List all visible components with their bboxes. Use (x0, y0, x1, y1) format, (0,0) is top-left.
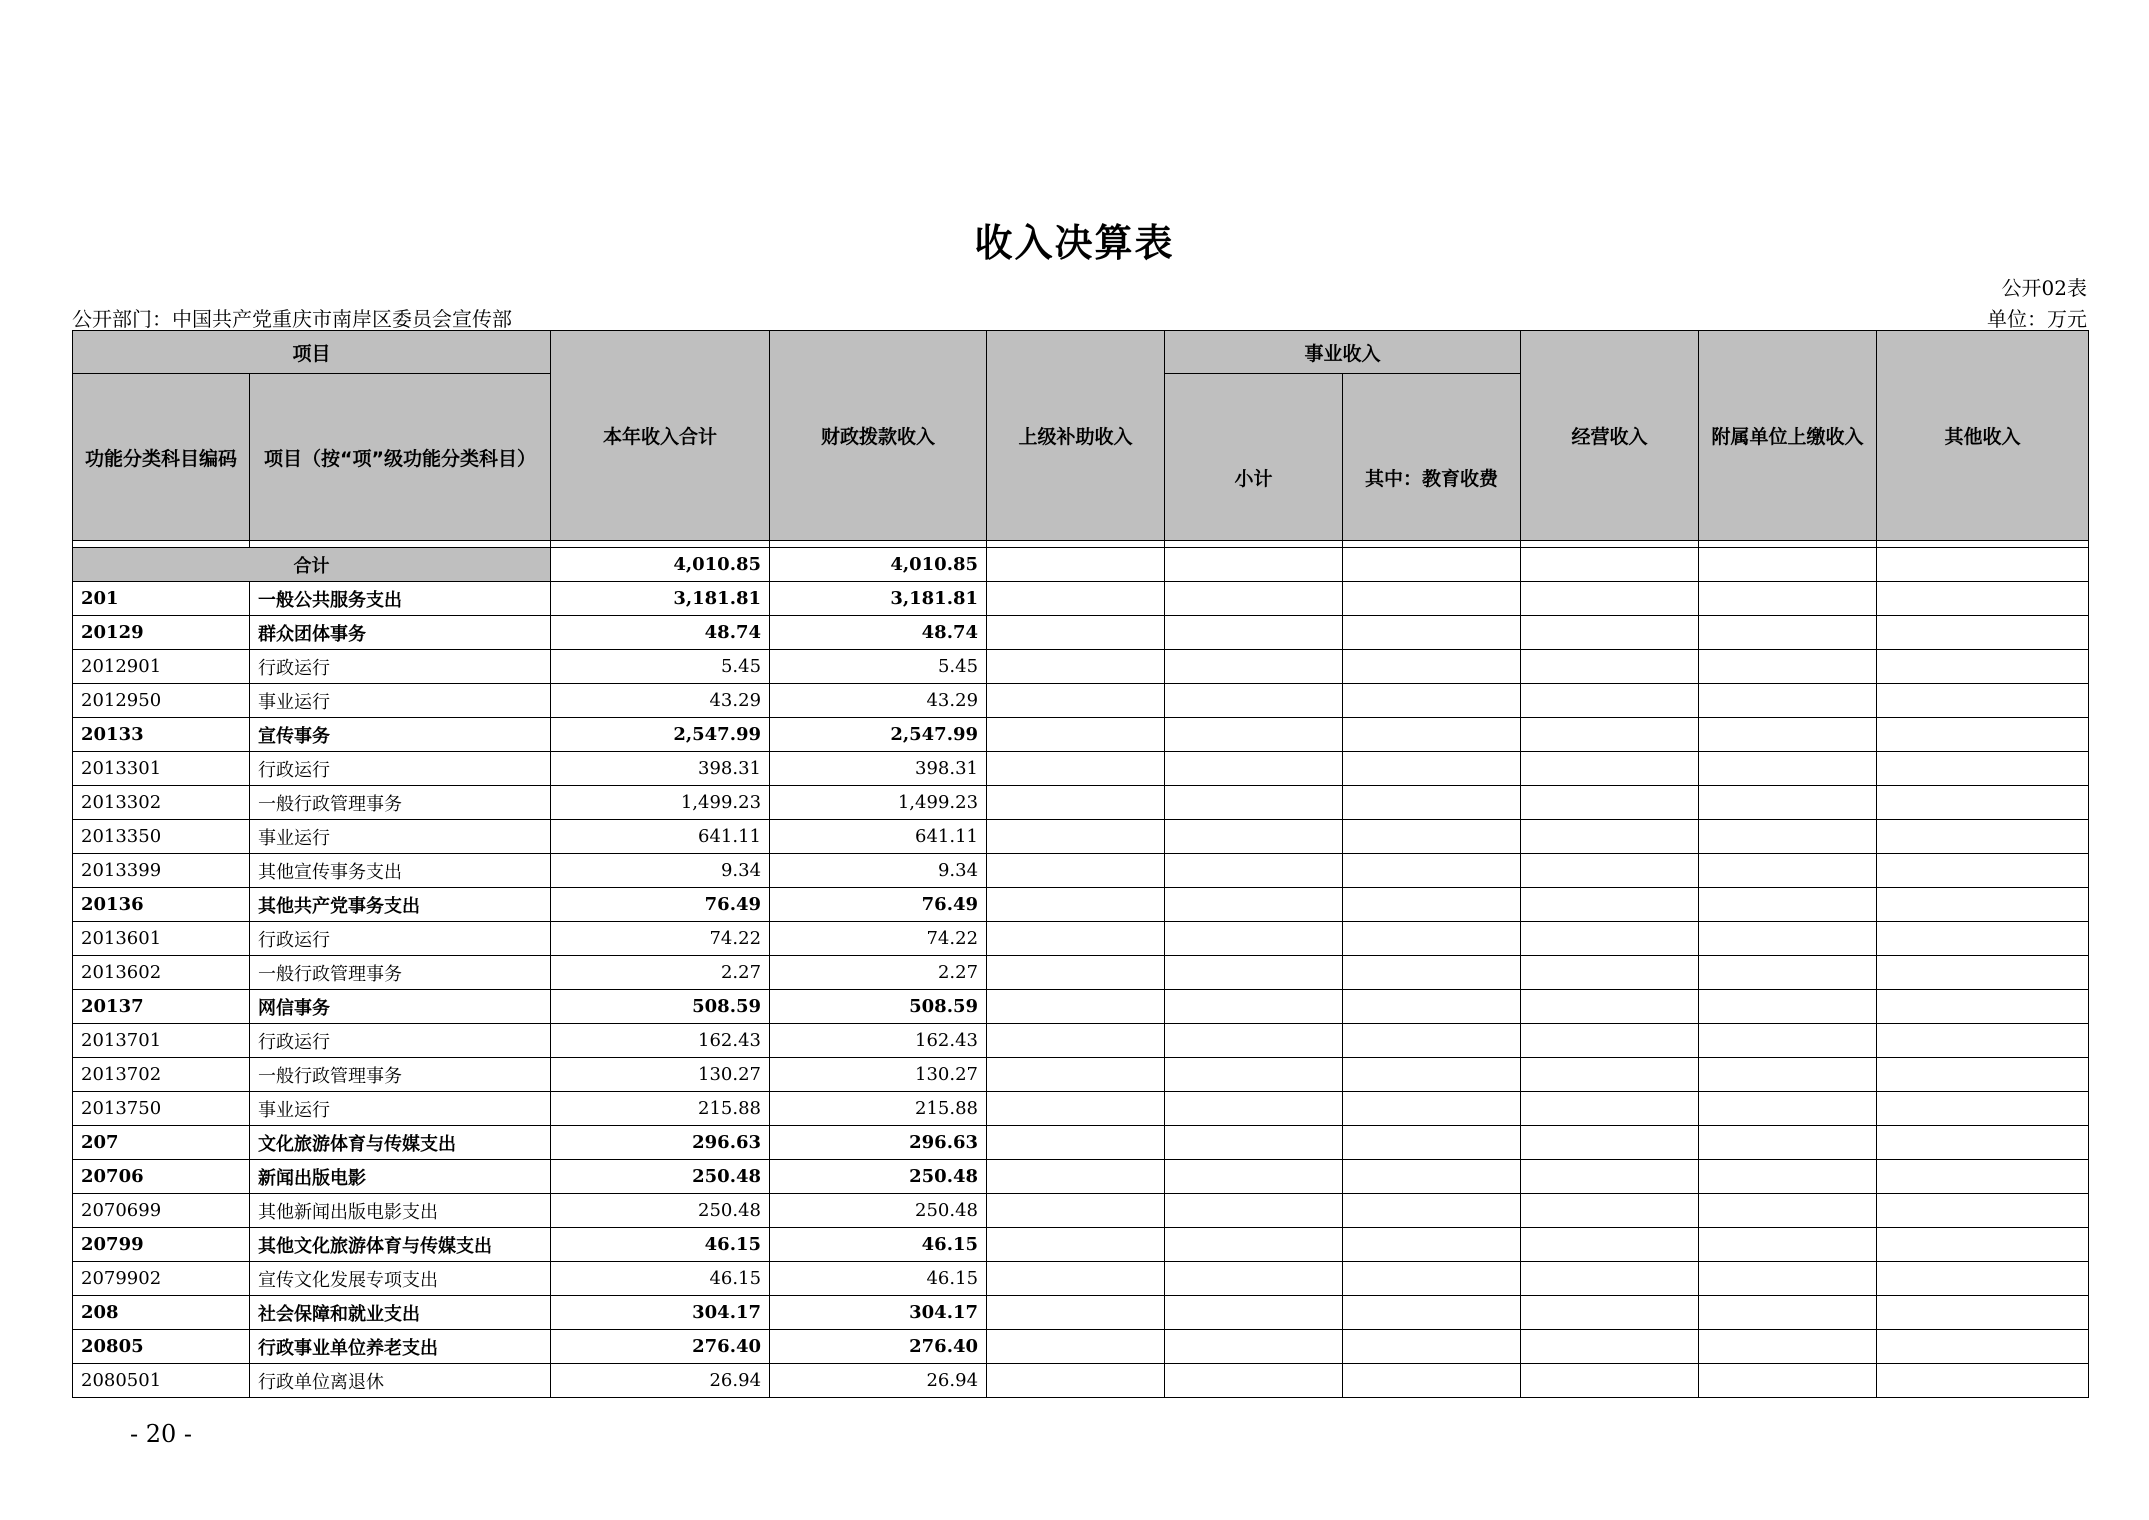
code-cell: 2013350 (73, 820, 250, 854)
empty-cell (1699, 1058, 1877, 1092)
spacer-row (73, 541, 2089, 548)
fiscal-cell: 46.15 (770, 1262, 987, 1296)
name-cell: 事业运行 (250, 1092, 551, 1126)
code-cell: 2013601 (73, 922, 250, 956)
empty-cell (1343, 820, 1521, 854)
empty-cell (1343, 684, 1521, 718)
name-cell: 一般行政管理事务 (250, 786, 551, 820)
total-income-cell: 48.74 (551, 616, 770, 650)
table-row (73, 1160, 2089, 1194)
header-fiscal: 财政拨款收入 (770, 331, 987, 541)
empty-cell (1165, 650, 1343, 684)
empty-cell (1877, 1126, 2089, 1160)
total-income-cell: 215.88 (551, 1092, 770, 1126)
table-row (73, 752, 2089, 786)
empty-cell (1165, 820, 1343, 854)
empty-cell (1343, 752, 1521, 786)
empty-cell (1343, 718, 1521, 752)
fiscal-cell: 250.48 (770, 1160, 987, 1194)
empty-cell (1877, 1024, 2089, 1058)
empty-cell (1877, 786, 2089, 820)
empty-cell (1699, 854, 1877, 888)
empty-cell (1165, 752, 1343, 786)
empty-cell (987, 1296, 1165, 1330)
empty-cell (1165, 1058, 1343, 1092)
empty-cell (1521, 1330, 1699, 1364)
table-row (73, 1296, 2089, 1330)
empty-cell (987, 718, 1165, 752)
page-number: - 20 - (130, 1420, 193, 1448)
total-income-cell: 1,499.23 (551, 786, 770, 820)
table-row (73, 650, 2089, 684)
empty-cell (1877, 922, 2089, 956)
empty-cell (1699, 1330, 1877, 1364)
empty-cell (1165, 1262, 1343, 1296)
total-income-cell: 46.15 (551, 1228, 770, 1262)
empty-cell (1699, 582, 1877, 616)
code-cell: 2013399 (73, 854, 250, 888)
name-cell: 行政单位离退休 (250, 1364, 551, 1398)
table-row (73, 1330, 2089, 1364)
empty-cell (1165, 582, 1343, 616)
empty-cell (1343, 1024, 1521, 1058)
fiscal-cell: 276.40 (770, 1330, 987, 1364)
table-row (73, 1024, 2089, 1058)
empty-cell (1699, 650, 1877, 684)
empty-cell (1521, 1262, 1699, 1296)
income-table (72, 330, 2089, 1398)
code-cell: 2013750 (73, 1092, 250, 1126)
code-cell: 20129 (73, 616, 250, 650)
table-row (73, 854, 2089, 888)
fiscal-cell: 3,181.81 (770, 582, 987, 616)
empty-cell (1165, 1024, 1343, 1058)
fiscal-cell: 9.34 (770, 854, 987, 888)
code-cell: 20137 (73, 990, 250, 1024)
fiscal-cell: 162.43 (770, 1024, 987, 1058)
empty-cell (1877, 1228, 2089, 1262)
empty-cell (1699, 1364, 1877, 1398)
code-cell: 2013602 (73, 956, 250, 990)
empty-cell (1699, 922, 1877, 956)
total-income-cell: 76.49 (551, 888, 770, 922)
empty-cell (1877, 718, 2089, 752)
empty-cell (1343, 956, 1521, 990)
name-cell: 行政运行 (250, 752, 551, 786)
code-cell: 207 (73, 1126, 250, 1160)
empty-cell (987, 752, 1165, 786)
total-income-cell: 276.40 (551, 1330, 770, 1364)
total-income-cell: 2.27 (551, 956, 770, 990)
empty-cell (1877, 582, 2089, 616)
code-cell: 2012901 (73, 650, 250, 684)
empty-cell (1877, 1092, 2089, 1126)
name-cell: 文化旅游体育与传媒支出 (250, 1126, 551, 1160)
name-cell: 宣传事务 (250, 718, 551, 752)
fiscal-cell: 2.27 (770, 956, 987, 990)
empty-cell (1699, 1262, 1877, 1296)
header-code: 功能分类科目编码 (73, 374, 250, 541)
header-operating: 经营收入 (1521, 331, 1699, 541)
code-cell: 20706 (73, 1160, 250, 1194)
name-cell: 一般公共服务支出 (250, 582, 551, 616)
empty-cell (1165, 684, 1343, 718)
empty-cell (1699, 820, 1877, 854)
empty-cell (1877, 956, 2089, 990)
empty-cell (1343, 1126, 1521, 1160)
empty-cell (987, 1092, 1165, 1126)
total-income-cell: 5.45 (551, 650, 770, 684)
name-cell: 网信事务 (250, 990, 551, 1024)
empty-cell (987, 616, 1165, 650)
total-income-cell: 26.94 (551, 1364, 770, 1398)
name-cell: 行政运行 (250, 922, 551, 956)
fiscal-cell: 398.31 (770, 752, 987, 786)
empty-cell (1877, 1296, 2089, 1330)
empty-cell (987, 956, 1165, 990)
empty-cell (1165, 1296, 1343, 1330)
code-cell: 208 (73, 1296, 250, 1330)
empty-cell (1165, 1126, 1343, 1160)
empty-cell (987, 1194, 1165, 1228)
name-cell: 其他新闻出版电影支出 (250, 1194, 551, 1228)
name-cell: 新闻出版电影 (250, 1160, 551, 1194)
fiscal-cell: 76.49 (770, 888, 987, 922)
empty-cell (987, 1160, 1165, 1194)
empty-cell (987, 1330, 1165, 1364)
name-cell: 事业运行 (250, 684, 551, 718)
empty-cell (987, 1228, 1165, 1262)
empty-cell (1877, 1194, 2089, 1228)
form-number: 公开02表 (2001, 276, 2087, 300)
empty-cell (1699, 1126, 1877, 1160)
empty-cell (1165, 1228, 1343, 1262)
total-income-cell: 43.29 (551, 684, 770, 718)
name-cell: 行政运行 (250, 1024, 551, 1058)
empty-cell (1343, 888, 1521, 922)
empty-cell (1521, 888, 1699, 922)
empty-cell (1699, 1160, 1877, 1194)
empty-cell (1165, 718, 1343, 752)
table-row (73, 1126, 2089, 1160)
empty-cell (1343, 1194, 1521, 1228)
empty-cell (1699, 956, 1877, 990)
page-title: 收入决算表 (974, 221, 1175, 265)
total-income-cell: 9.34 (551, 854, 770, 888)
total-income-cell: 2,547.99 (551, 718, 770, 752)
total-label: 合计 (73, 548, 551, 582)
total-income-cell: 74.22 (551, 922, 770, 956)
header-project: 项目 (73, 331, 551, 374)
code-cell: 20805 (73, 1330, 250, 1364)
header-total-income: 本年收入合计 (551, 331, 770, 541)
table-row (73, 1364, 2089, 1398)
table-row (73, 990, 2089, 1024)
empty-cell (1165, 1364, 1343, 1398)
empty-cell (987, 854, 1165, 888)
empty-cell (987, 820, 1165, 854)
empty-cell (1343, 1228, 1521, 1262)
empty-cell (1699, 1228, 1877, 1262)
empty-cell (1343, 1330, 1521, 1364)
code-cell: 20799 (73, 1228, 250, 1262)
empty-cell (1521, 1126, 1699, 1160)
empty-cell (1699, 1296, 1877, 1330)
empty-cell (1343, 1058, 1521, 1092)
empty-cell (987, 650, 1165, 684)
fiscal-cell: 2,547.99 (770, 718, 987, 752)
empty-cell (1343, 1296, 1521, 1330)
empty-cell (1521, 786, 1699, 820)
header-affiliated: 附属单位上缴收入 (1699, 331, 1877, 541)
fiscal-cell: 304.17 (770, 1296, 987, 1330)
empty-cell (1877, 990, 2089, 1024)
empty-cell (1521, 616, 1699, 650)
empty-cell (1521, 718, 1699, 752)
empty-cell (1521, 1296, 1699, 1330)
empty-cell (1521, 956, 1699, 990)
name-cell: 其他文化旅游体育与传媒支出 (250, 1228, 551, 1262)
empty-cell (1343, 786, 1521, 820)
name-cell: 其他共产党事务支出 (250, 888, 551, 922)
empty-cell (1165, 888, 1343, 922)
code-cell: 20133 (73, 718, 250, 752)
empty-cell (987, 1058, 1165, 1092)
empty-cell (1521, 1228, 1699, 1262)
name-cell: 宣传文化发展专项支出 (250, 1262, 551, 1296)
header-subtotal: 小计 (1165, 374, 1343, 541)
table-row (73, 718, 2089, 752)
empty-cell (1165, 1092, 1343, 1126)
empty-cell (987, 582, 1165, 616)
total-income-cell: 508.59 (551, 990, 770, 1024)
department-label: 公开部门：中国共产党重庆市南岸区委员会宣传部 (72, 307, 512, 331)
name-cell: 行政事业单位养老支出 (250, 1330, 551, 1364)
empty-cell (987, 684, 1165, 718)
table-row (73, 616, 2089, 650)
header-business-income: 事业收入 (1165, 331, 1521, 374)
fiscal-cell: 641.11 (770, 820, 987, 854)
table-row (73, 1228, 2089, 1262)
code-cell: 2012950 (73, 684, 250, 718)
total-income-cell: 162.43 (551, 1024, 770, 1058)
empty-cell (987, 1364, 1165, 1398)
table-row (73, 684, 2089, 718)
empty-cell (1165, 990, 1343, 1024)
empty-cell (987, 1262, 1165, 1296)
empty-cell (1343, 854, 1521, 888)
total-income-cell: 130.27 (551, 1058, 770, 1092)
fiscal-cell: 130.27 (770, 1058, 987, 1092)
fiscal-cell: 74.22 (770, 922, 987, 956)
header-other: 其他收入 (1877, 331, 2089, 541)
total-income-cell: 4,010.85 (551, 548, 770, 582)
empty-cell (1521, 1364, 1699, 1398)
total-income-cell: 46.15 (551, 1262, 770, 1296)
total-income-cell: 296.63 (551, 1126, 770, 1160)
empty-cell (1343, 1160, 1521, 1194)
empty-cell (1165, 854, 1343, 888)
empty-cell (1521, 854, 1699, 888)
empty-cell (1699, 786, 1877, 820)
code-cell: 2013701 (73, 1024, 250, 1058)
empty-cell (1165, 1194, 1343, 1228)
empty-cell (1699, 616, 1877, 650)
fiscal-cell: 26.94 (770, 1364, 987, 1398)
code-cell: 2079902 (73, 1262, 250, 1296)
empty-cell (1343, 650, 1521, 684)
empty-cell (1699, 1194, 1877, 1228)
empty-cell (1699, 1092, 1877, 1126)
empty-cell (987, 1024, 1165, 1058)
name-cell: 行政运行 (250, 650, 551, 684)
empty-cell (1877, 1262, 2089, 1296)
code-cell: 201 (73, 582, 250, 616)
name-cell: 其他宣传事务支出 (250, 854, 551, 888)
header-name: 项目（按“项”级功能分类科目） (250, 374, 551, 541)
table-row (73, 922, 2089, 956)
name-cell: 社会保障和就业支出 (250, 1296, 551, 1330)
fiscal-cell: 5.45 (770, 650, 987, 684)
empty-cell (1343, 582, 1521, 616)
empty-cell (1877, 1058, 2089, 1092)
code-cell: 2013301 (73, 752, 250, 786)
empty-cell (1521, 650, 1699, 684)
code-cell: 2080501 (73, 1364, 250, 1398)
table-row (73, 1262, 2089, 1296)
table-row (73, 1194, 2089, 1228)
empty-cell (1521, 922, 1699, 956)
code-cell: 2013302 (73, 786, 250, 820)
empty-cell (1877, 616, 2089, 650)
empty-cell (1343, 1364, 1521, 1398)
empty-cell (1165, 1160, 1343, 1194)
code-cell: 2070699 (73, 1194, 250, 1228)
header-superior: 上级补助收入 (987, 331, 1165, 541)
empty-cell (1165, 786, 1343, 820)
fiscal-cell: 1,499.23 (770, 786, 987, 820)
header-education-fee: 其中：教育收费 (1343, 374, 1521, 541)
total-income-cell: 641.11 (551, 820, 770, 854)
code-cell: 20136 (73, 888, 250, 922)
empty-cell (1877, 650, 2089, 684)
empty-cell (1521, 1024, 1699, 1058)
empty-cell (1521, 1092, 1699, 1126)
empty-cell (1521, 582, 1699, 616)
code-cell: 2013702 (73, 1058, 250, 1092)
table-row (73, 888, 2089, 922)
empty-cell (987, 990, 1165, 1024)
fiscal-cell: 296.63 (770, 1126, 987, 1160)
fiscal-cell: 508.59 (770, 990, 987, 1024)
empty-cell (1521, 1058, 1699, 1092)
total-income-cell: 304.17 (551, 1296, 770, 1330)
empty-cell (1699, 1024, 1877, 1058)
empty-cell (1165, 616, 1343, 650)
empty-cell (1343, 1092, 1521, 1126)
fiscal-cell: 48.74 (770, 616, 987, 650)
table-row (73, 582, 2089, 616)
total-income-cell: 3,181.81 (551, 582, 770, 616)
table-row (73, 1092, 2089, 1126)
empty-cell (1165, 1330, 1343, 1364)
empty-cell (1343, 990, 1521, 1024)
table-row (73, 786, 2089, 820)
empty-cell (1699, 752, 1877, 786)
empty-cell (1877, 1330, 2089, 1364)
empty-cell (987, 1126, 1165, 1160)
empty-cell (1877, 752, 2089, 786)
empty-cell (1699, 990, 1877, 1024)
empty-cell (1877, 1364, 2089, 1398)
total-income-cell: 250.48 (551, 1194, 770, 1228)
empty-cell (1877, 1160, 2089, 1194)
empty-cell (1521, 752, 1699, 786)
empty-cell (1521, 820, 1699, 854)
table-row (73, 820, 2089, 854)
empty-cell (1699, 718, 1877, 752)
total-income-cell: 398.31 (551, 752, 770, 786)
empty-cell (1877, 684, 2089, 718)
empty-cell (1521, 1194, 1699, 1228)
fiscal-cell: 215.88 (770, 1092, 987, 1126)
empty-cell (987, 888, 1165, 922)
fiscal-cell: 43.29 (770, 684, 987, 718)
empty-cell (1521, 684, 1699, 718)
name-cell: 群众团体事务 (250, 616, 551, 650)
empty-cell (1521, 990, 1699, 1024)
name-cell: 一般行政管理事务 (250, 1058, 551, 1092)
fiscal-cell: 250.48 (770, 1194, 987, 1228)
empty-cell (1165, 922, 1343, 956)
empty-cell (1699, 684, 1877, 718)
total-row (73, 548, 2089, 582)
unit-label: 单位：万元 (1987, 307, 2087, 331)
empty-cell (1343, 922, 1521, 956)
empty-cell (1343, 1262, 1521, 1296)
total-income-cell: 250.48 (551, 1160, 770, 1194)
table-row (73, 956, 2089, 990)
empty-cell (1343, 616, 1521, 650)
empty-cell (1877, 888, 2089, 922)
empty-cell (1165, 956, 1343, 990)
empty-cell (1877, 820, 2089, 854)
empty-cell (1521, 1160, 1699, 1194)
empty-cell (1877, 854, 2089, 888)
name-cell: 事业运行 (250, 820, 551, 854)
name-cell: 一般行政管理事务 (250, 956, 551, 990)
total-fiscal-cell: 4,010.85 (770, 548, 987, 582)
empty-cell (1699, 888, 1877, 922)
table-row (73, 1058, 2089, 1092)
empty-cell (987, 922, 1165, 956)
empty-cell (987, 786, 1165, 820)
fiscal-cell: 46.15 (770, 1228, 987, 1262)
